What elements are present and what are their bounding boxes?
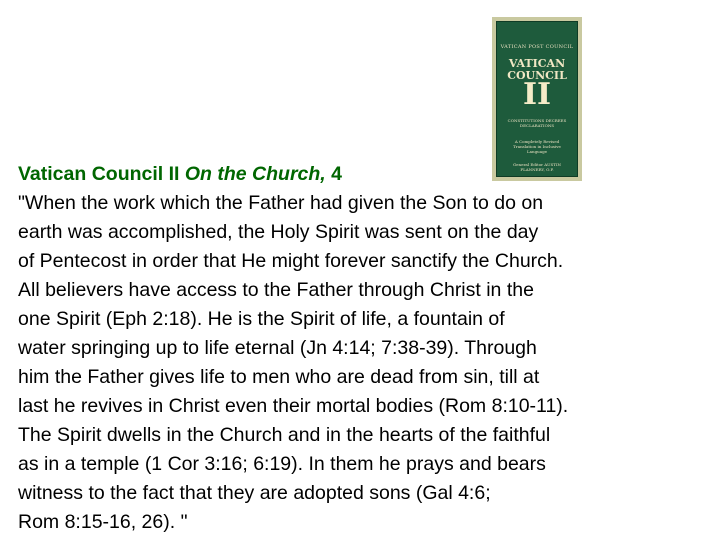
book-numeral: II (522, 77, 552, 112)
quote-line: "When the work which the Father had given the Son to do on (18, 192, 544, 214)
book-subtitle: CONSTITUTIONS DECREES DECLARATIONS (507, 118, 567, 128)
citation-section-number: 4 (325, 163, 342, 185)
quote-line: The Spirit dwells in the Church and in the hearts of the faithful (18, 424, 551, 446)
book-subtitle-2: A Completely Revised Translation in Inclusive Language (513, 139, 561, 154)
quote-line: last he revives in Christ even their mortal bodies (Rom 8:10-11). (18, 395, 569, 417)
quote-line: witness to the fact that they are adopted sons (Gal 4:6; (18, 482, 491, 504)
quote-line: as in a temple (1 Cor 3:16; 6:19). In them he prays and bears (18, 453, 546, 475)
book-publisher: VATICAN POST COUNCIL (500, 44, 574, 50)
quote-body (18, 189, 708, 537)
quote-line: of Pentecost in order that He might forever sanctify the Church. (18, 250, 564, 272)
citation-heading (18, 160, 708, 189)
quote-line: All believers have access to the Father through Christ in the (18, 279, 534, 301)
quote-line: him the Father gives life to men who are dead from sin, till at (18, 366, 540, 388)
quote-line: earth was accomplished, the Holy Spirit was sent on the day (18, 221, 539, 243)
quote-line: water springing up to life eternal (Jn 4:14; 7:38-39). Through (18, 337, 537, 359)
quote-line: one Spirit (Eph 2:18). He is the Spirit of life, a fountain of (18, 308, 505, 330)
quote-text-block (18, 160, 708, 537)
book-cover-front (496, 21, 578, 177)
book-cover-image (492, 17, 582, 181)
citation-document-title: On the Church, (184, 163, 326, 185)
quote-line: Rom 8:15-16, 26). " (18, 511, 188, 533)
book-editor: General Editor AUSTIN FLANNERY, O.P. (512, 162, 562, 172)
book-title: VATICAN COUNCIL (507, 57, 567, 82)
citation-prefix: Vatican Council II (18, 163, 185, 185)
